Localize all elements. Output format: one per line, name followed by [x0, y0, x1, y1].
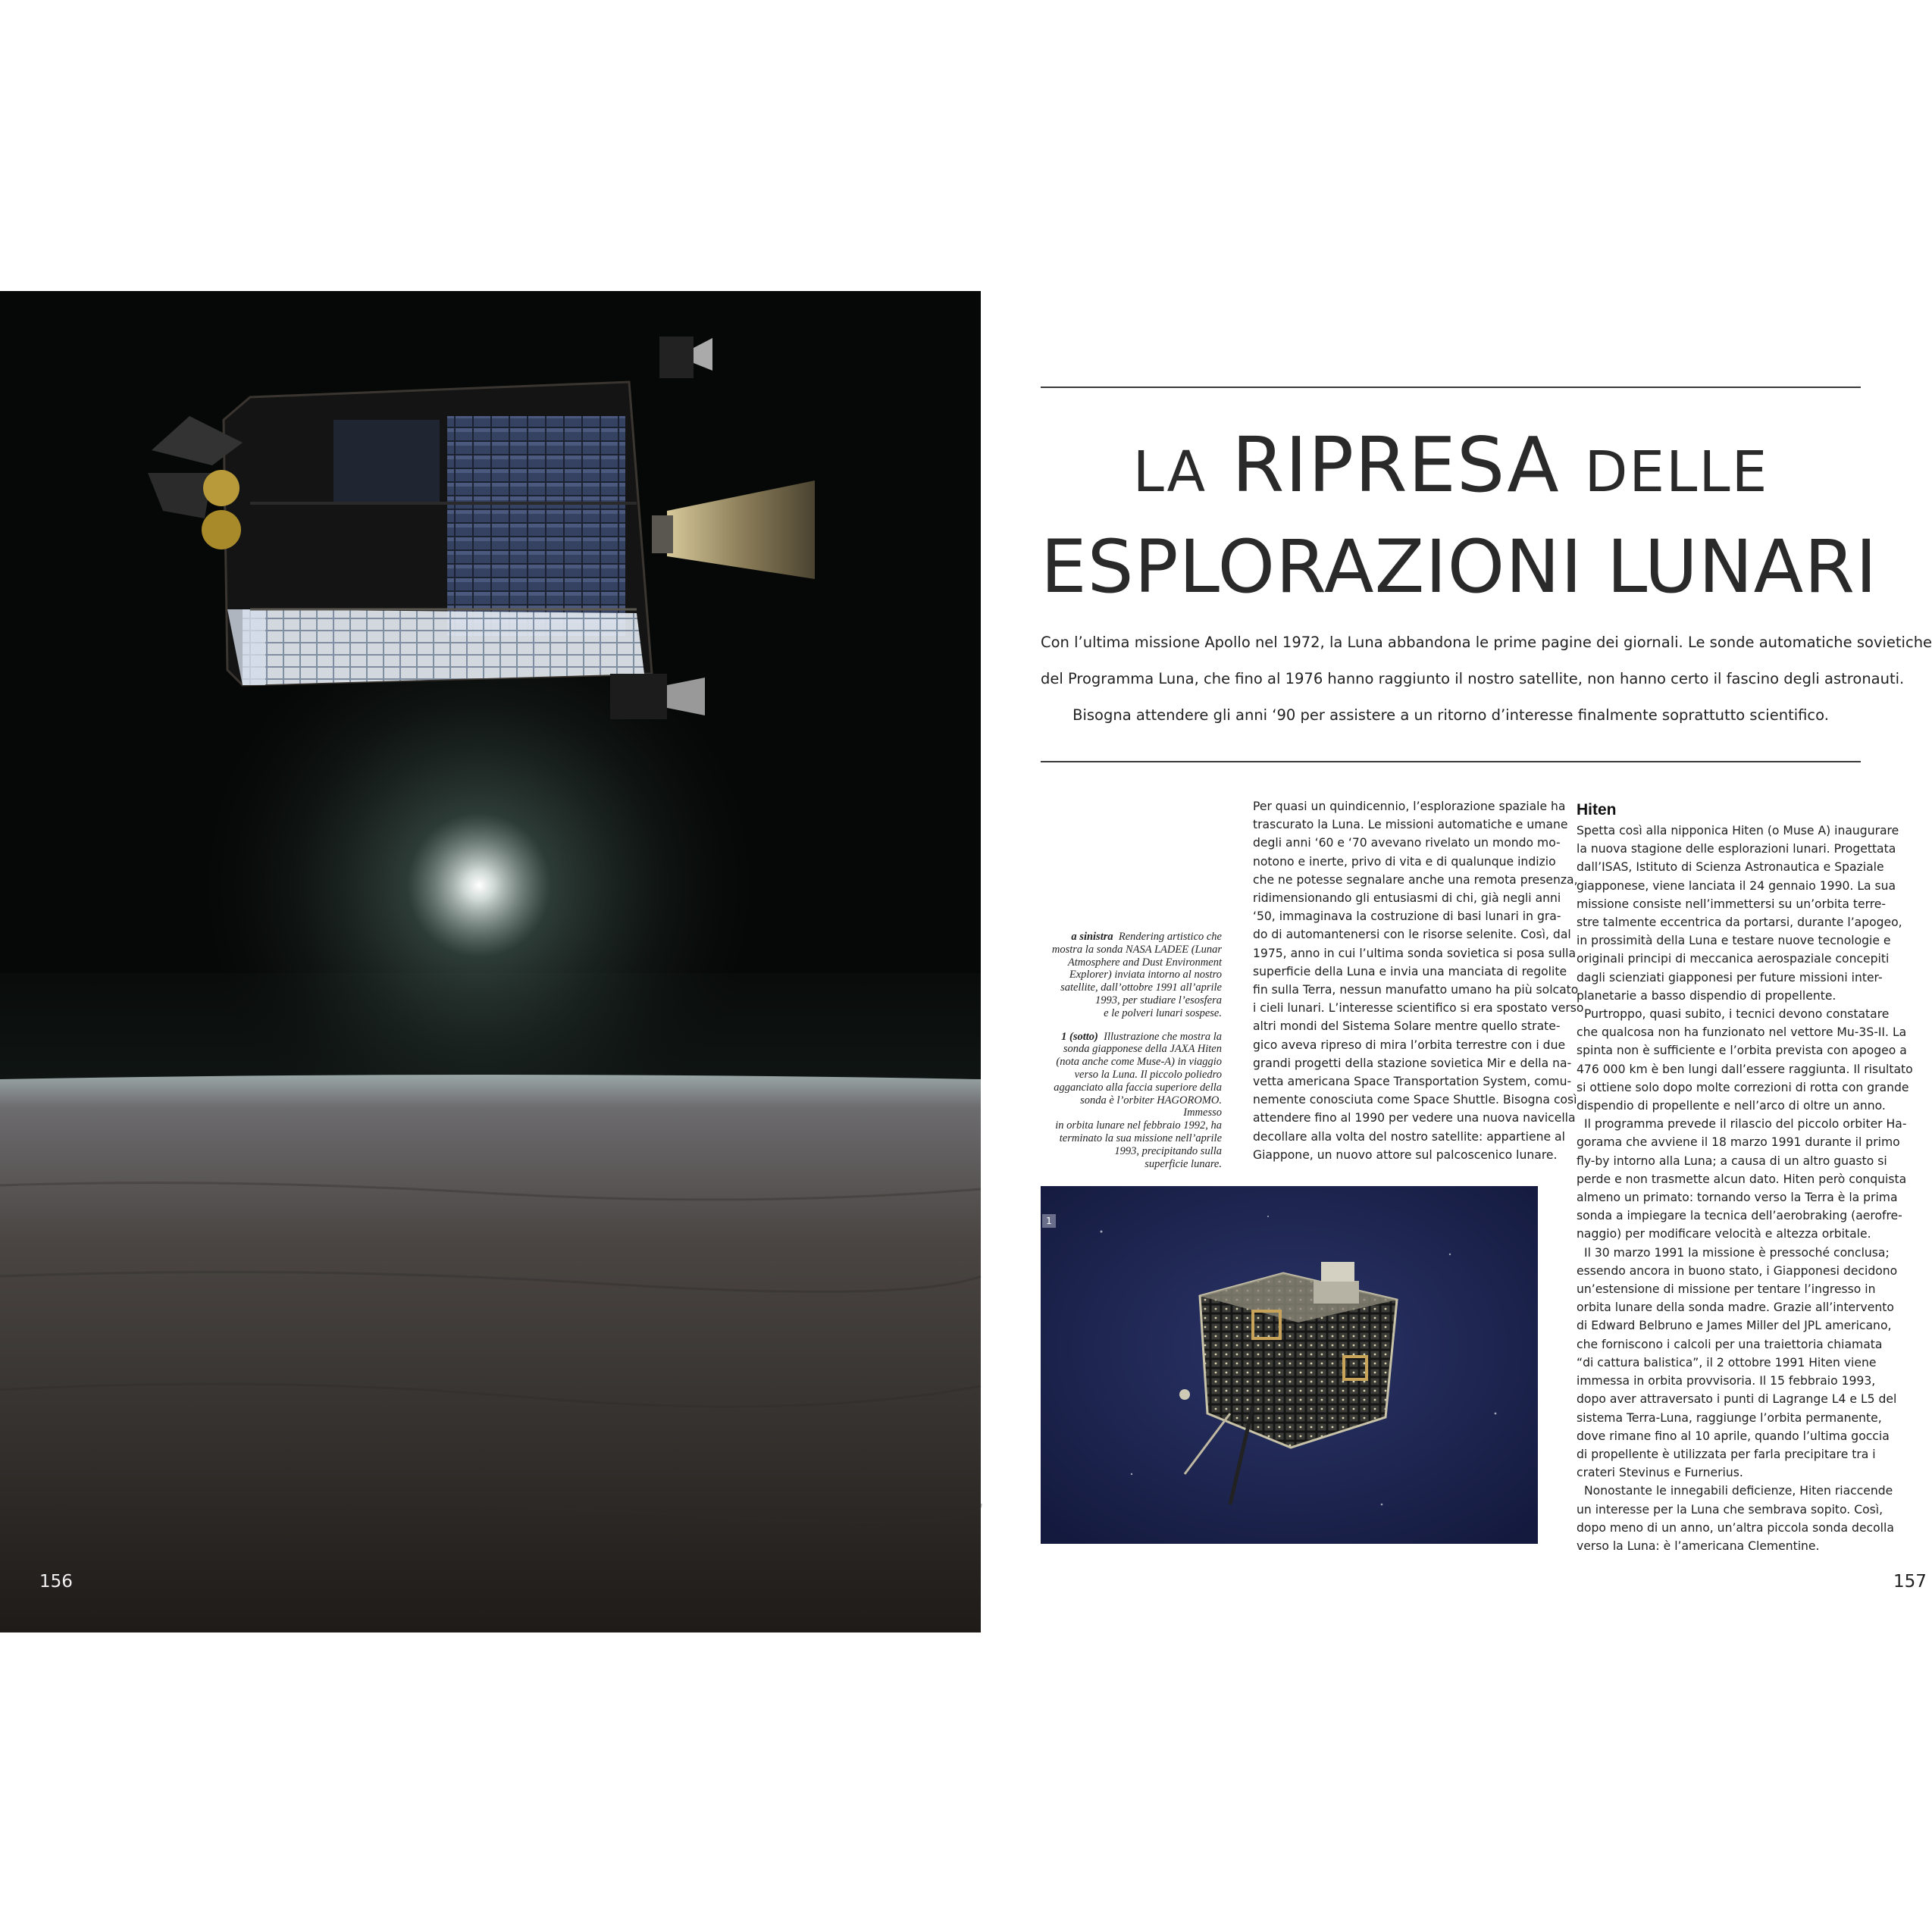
photo-number-badge: 1	[1042, 1214, 1056, 1228]
text-line: che forniscono i calcoli per una traiettoria chiamata	[1577, 1337, 1883, 1351]
text-line: planetarie a basso dispendio di propellente.	[1577, 988, 1836, 1003]
body-column-2	[1577, 800, 1913, 1555]
text-line: trascurato la Luna. Le missioni automatiche e umane	[1253, 818, 1568, 832]
text-line: notono e inerte, privo di vita e di qualunque indizio	[1253, 854, 1556, 869]
text-line: do di automantenersi con le risorse selenite. Così, dal	[1253, 928, 1571, 942]
text-line: un interesse per la Luna che sembrava sopito. Così,	[1577, 1502, 1883, 1517]
text-line: dopo aver attraversato i punti di Lagrange L4 e L5 del	[1577, 1392, 1897, 1407]
text-line: stre talmente eccentrica da portarsi, durante l’apogeo,	[1577, 916, 1902, 930]
section-heading-hiten: Hiten	[1577, 801, 1617, 819]
text-line: nemente conosciuta come Space Shuttle. Bisogna così	[1253, 1093, 1577, 1107]
text-line: ridimensionando gli entusiasmi di chi, già negli anni	[1253, 891, 1561, 906]
text-line: essendo ancora in buono stato, i Giapponesi decidono	[1577, 1263, 1898, 1278]
text-line: sistema Terra-Luna, raggiunge l’orbita permanente,	[1577, 1410, 1882, 1425]
text-line: che qualcosa non ha funzionato nel vettore Mu-3S-II. La	[1577, 1025, 1907, 1040]
text-line: 1975, anno in cui l’ultima sonda sovietica si posa sulla	[1253, 946, 1577, 960]
page-number-right: 157	[1893, 1572, 1927, 1592]
text-line: verso la Luna: è l’americana Clementine.	[1577, 1539, 1820, 1553]
text-line: Purtroppo, quasi subito, i tecnici devono constatare	[1584, 1007, 1890, 1022]
text-line: Il 30 marzo 1991 la missione è pressoché conclusa;	[1584, 1245, 1890, 1260]
text-line: vetta americana Space Transportation System, comu-	[1253, 1075, 1572, 1089]
text-line: Nonostante le innegabili deficienze, Hiten riaccende	[1584, 1484, 1893, 1498]
text-line: Per quasi un quindicennio, l’esplorazione spaziale ha	[1253, 800, 1566, 813]
text-line: altri mondi del Sistema Solare mentre quello strate-	[1253, 1019, 1561, 1034]
text-line: spinta non è sufficiente e l’orbita prevista con apogeo a	[1577, 1044, 1907, 1058]
text-line: Giappone, un nuovo attore sul palcoscenico lunare.	[1253, 1147, 1558, 1162]
text-line: la nuova stagione delle esplorazioni lunari. Progettata	[1577, 842, 1896, 856]
ladee-rendering-photo	[0, 291, 981, 1632]
text-line: Spetta così alla nipponica Hiten (o Muse A) inaugurare	[1577, 824, 1899, 837]
text-line: si ottiene solo dopo molte correzioni di rotta con grande	[1577, 1080, 1909, 1094]
text-line: 476 000 km è ben lungi dall’essere raggiunta. Il risultato	[1577, 1062, 1913, 1076]
ladee-illustration	[0, 291, 981, 1632]
text-line: gorama che avviene il 18 marzo 1991 durante il primo	[1577, 1135, 1900, 1150]
text-line: orbita lunare della sonda madre. Grazie all’intervento	[1577, 1301, 1894, 1315]
text-line: immessa in orbita provvisoria. Il 15 febbraio 1993,	[1577, 1374, 1876, 1388]
text-line: almeno un primato: tornando verso la Terra è la prima	[1577, 1191, 1898, 1205]
text-line: naggio) per modificare velocità e altezza orbitale.	[1577, 1227, 1871, 1241]
bottom-rule	[1041, 761, 1861, 762]
captions-column	[1044, 931, 1222, 1181]
title-line-1: LA RIPRESA DELLE	[1132, 421, 1769, 509]
text-line: fly-by intorno alla Luna; a causa di un altro guasto si	[1577, 1154, 1887, 1168]
title-line-2: ESPLORAZIONI LUNARI	[1041, 524, 1878, 609]
text-line: dove rimane fino al 10 aprile, quando l’ultima goccia	[1577, 1429, 1890, 1443]
book-spread	[0, 291, 1932, 1632]
text-line: gico aveva ripreso di mira l’orbita terrestre con i due	[1253, 1038, 1566, 1052]
text-line: di propellente è utilizzata per farla precipitare tra i	[1577, 1447, 1876, 1461]
text-line: degli anni ‘60 e ‘70 avevano rivelato un mondo mo-	[1253, 836, 1561, 850]
text-line: dall’ISAS, Istituto di Scienza Astronautica e Spaziale	[1577, 860, 1884, 875]
text-line: un’estensione di missione per tentare l’ingresso in	[1577, 1282, 1876, 1297]
text-line: perde e non trasmette alcun dato. Hiten però conquista	[1577, 1172, 1907, 1186]
text-line: di Edward Belbruno e James Miller del JPL americano,	[1577, 1319, 1892, 1333]
text-line: dagli scienziati giapponesi per future missioni inter-	[1577, 970, 1883, 984]
text-line: originali principi di meccanica aerospaziale concepiti	[1577, 952, 1890, 966]
intro-paragraph: Con l’ultima missione Apollo nel 1972, la Luna abbandona le prime pagine dei giornali. Le sonde automatiche sovietiche del Programma Luna, che fino al 1976 hanno raggiunto il nostro satellite, non hanno certo il fascino degli astronauti. Bisogna attendere gli anni ‘90 per assistere a un ritorno d’interesse finalmente soprattutto scientifico.	[1041, 634, 1932, 724]
text-line: Il programma prevede il rilascio del piccolo orbiter Ha-	[1584, 1117, 1907, 1132]
text-line: grandi progetti della stazione sovietica Mir e della na-	[1253, 1056, 1572, 1070]
text-line: sonda a impiegare la tecnica dell’aerobraking (aerofre-	[1577, 1209, 1902, 1223]
body-column-1	[1253, 797, 1584, 1164]
text-line: dopo meno di un anno, un’altra piccola sonda decolla	[1577, 1520, 1894, 1535]
text-line: “di cattura balistica”, il 2 ottobre 1991 Hiten viene	[1577, 1355, 1877, 1370]
text-line: che ne potesse segnalare anche una remota presenza,	[1253, 872, 1578, 887]
page-number-left: 156	[39, 1572, 73, 1592]
text-line: attendere fino al 1990 per vedere una nuova navicella	[1253, 1111, 1576, 1125]
top-rule	[1041, 387, 1861, 388]
hiten-illustration	[1041, 1186, 1538, 1544]
caption-hiten-image: 1 (sotto) Illustrazione che mostra la sonda giapponese della JAXA Hiten (nota anche come Muse-A) in viaggio verso la Luna. Il piccolo poliedro agganciato alla faccia superiore della sonda è l’orbiter HAGOROMO. Immesso in orbita lunare nel febbraio 1992, ha terminato la sua missione nell’aprile 1993, precipitando sulla superficie lunare.	[1054, 1030, 1222, 1170]
article-title	[1041, 420, 1878, 616]
text-line: ‘50, immaginava la costruzione di basi lunari in gra-	[1253, 909, 1561, 924]
hiten-text	[1577, 822, 1913, 1555]
text-line: i cieli lunari. L’interesse scientifico si era spostato verso	[1253, 1001, 1584, 1016]
caption-left-image: a sinistra Rendering artistico che mostra la sonda NASA LADEE (Lunar Atmosphere and Dust Environment Explorer) inviata intorno al nostro satellite, dall’ottobre 1991 all’aprile 1993, per studiare l’esosfera e le polveri lunari sospese.	[1051, 931, 1222, 1019]
text-line: crateri Stevinus e Furnerius.	[1577, 1466, 1743, 1480]
text-line: dispendio di propellente e nell’arco di oltre un anno.	[1577, 1099, 1886, 1113]
text-line: decollare alla volta del nostro satellite: appartiene al	[1253, 1129, 1565, 1144]
text-line: giapponese, viene lanciata il 24 gennaio 1990. La sua	[1577, 878, 1896, 893]
text-line: in prossimità della Luna e testare nuove tecnologie e	[1577, 934, 1891, 948]
text-line: missione consiste nell’immettersi su un’orbita terre-	[1577, 897, 1887, 911]
hiten-photo	[1041, 1186, 1538, 1544]
text-line: fin sulla Terra, nessun manufatto umano ha più solcato	[1253, 983, 1579, 997]
text-line: superficie della Luna e invia una manciata di regolite	[1253, 964, 1567, 978]
